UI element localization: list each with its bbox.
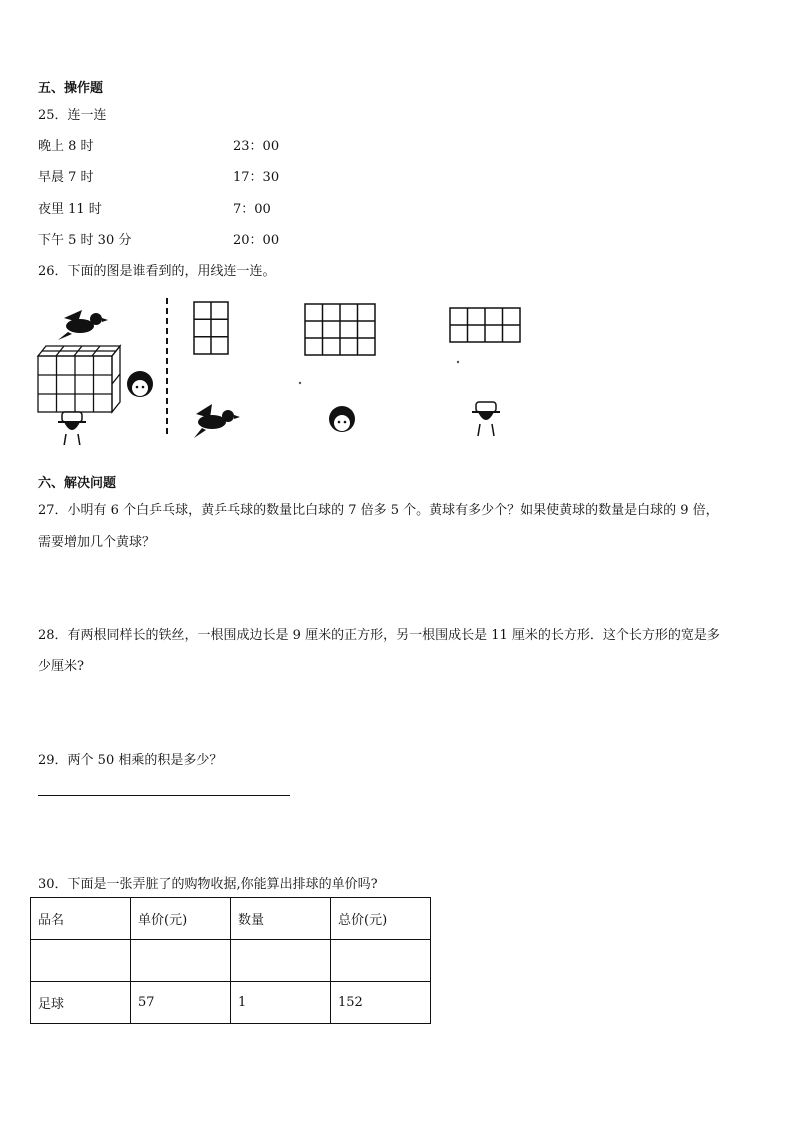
q25-right-item: 20：00: [233, 233, 280, 248]
section-5-title: 五、操作题: [38, 81, 104, 96]
table-cell: 57: [131, 982, 231, 1024]
q25-left-item: 夜里 11 时: [38, 202, 102, 217]
section-6-title: 六、解决问题: [38, 476, 117, 491]
table-cell: 足球: [31, 982, 131, 1024]
view-grid-1: [194, 302, 228, 354]
table-cell: [231, 940, 331, 982]
q25-left-item: 晚上 8 时: [38, 139, 94, 154]
q27-line-1: 27．小明有 6 个白乒乓球，黄乒乓球的数量比白球的 7 倍多 5 个。黄球有多少个？如果使黄球的数量是白球的 9 倍，: [38, 503, 719, 518]
table-cell: [131, 940, 231, 982]
table-cell: [331, 940, 431, 982]
q25-left-item: 下午 5 时 30 分: [38, 233, 132, 248]
cube-block: [38, 346, 120, 412]
table-cell: 152: [331, 982, 431, 1024]
boy-hat-icon: [58, 412, 86, 445]
table-cell: [31, 940, 131, 982]
table-row: [31, 940, 431, 982]
q29-label: 29．两个 50 相乘的积是多少？: [38, 753, 223, 768]
q26-label: 26．下面的图是谁看到的，用线连一连。: [38, 264, 276, 279]
table-cell: 1: [231, 982, 331, 1024]
header-cell: 单价(元): [131, 898, 231, 940]
q25-label: 25．连一连: [38, 108, 107, 123]
header-cell: 总价(元): [331, 898, 431, 940]
q25-left-item: 早晨 7 时: [38, 170, 94, 185]
girl-face-icon: [127, 371, 153, 397]
q25-right-item: 7：00: [233, 202, 271, 217]
answer-line: [38, 795, 290, 796]
receipt-table: [30, 897, 431, 1024]
table-header-row: [31, 898, 431, 940]
q28-line-1: 28．有两根同样长的铁丝，一根围成边长是 9 厘米的正方形，另一根围成长是 11 厘米的长方形．这个长方形的宽是多: [38, 628, 720, 643]
view-grid-2: [305, 304, 375, 355]
q26-figure: [30, 290, 540, 445]
q25-right-item: 23：00: [233, 139, 280, 154]
girl-face-icon: [329, 406, 355, 432]
header-cell: 数量: [231, 898, 331, 940]
q28-line-2: 少厘米?: [38, 659, 84, 674]
table-row: [31, 982, 431, 1024]
q25-right-item: 17：30: [233, 170, 280, 185]
boy-hat-icon: [472, 402, 500, 436]
q30-label: 30．下面是一张弄脏了的购物收据,你能算出排球的单价吗?: [38, 877, 378, 892]
q27-line-2: 需要增加几个黄球？: [38, 535, 156, 550]
header-cell: 品名: [31, 898, 131, 940]
bird-icon: [194, 404, 240, 438]
view-grid-3: [450, 308, 520, 342]
bird-icon: [58, 310, 108, 340]
